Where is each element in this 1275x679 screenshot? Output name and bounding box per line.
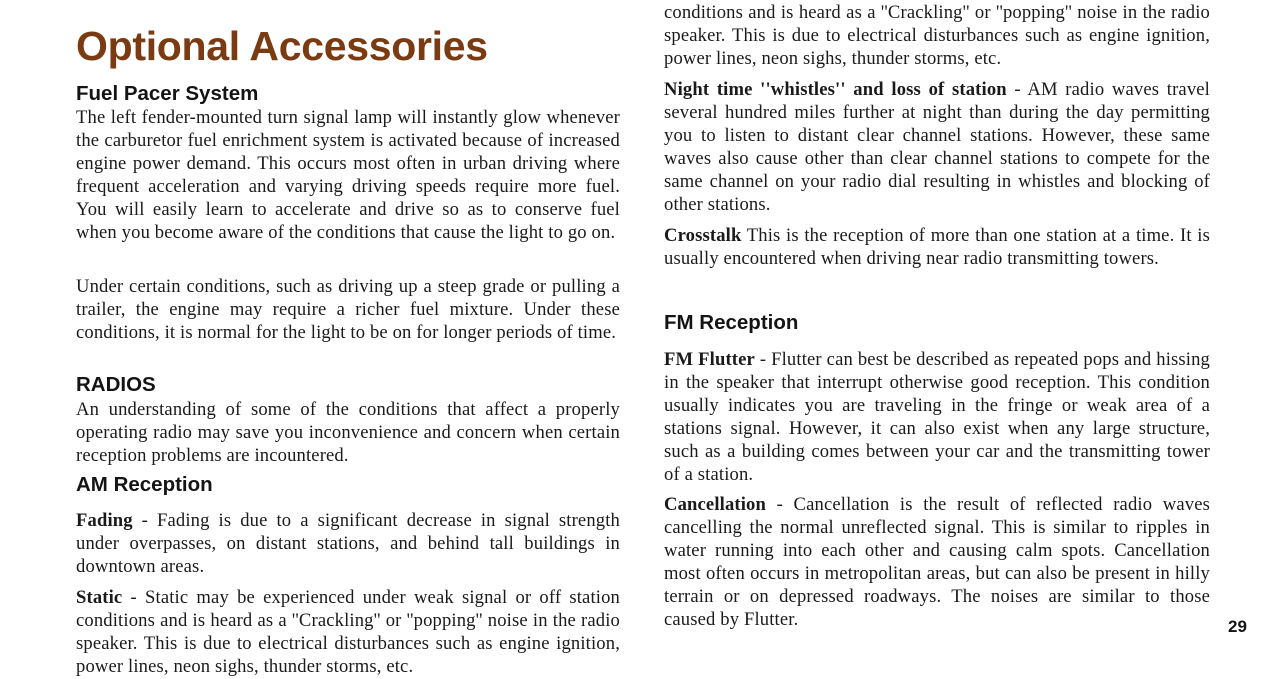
paragraph-static-continued — [664, 0, 1210, 71]
term-static: Static — [76, 587, 122, 608]
paragraph-radios: An understanding of some of the conditions that affect a properly operating radio may save you inconvenience and concern when certain reception problems are incountered. — [76, 399, 620, 468]
text-static-continued: conditions and is heard as a ''Crackling'' or ''popping'' noise in the radio speaker. This is due to electrical disturbances such as engine ignition, power lines, neon sighs, thunder storms, etc. — [664, 0, 1210, 69]
paragraph-night-time-whistles — [664, 79, 1210, 216]
term-crosstalk: Crosstalk — [664, 225, 741, 246]
heading-fm-reception: FM Reception — [664, 311, 798, 335]
text-fm-flutter: - Flutter can best be described as repeated pops and hissing in the speaker that interrupt otherwise good reception. This condition usually indicates you are traveling in the fringe or weak area of a stations signal. However, it can also exist when any large structure, such as a building comes between your car and the transmitting tower of a station. — [664, 349, 1210, 485]
heading-am-reception: AM Reception — [76, 473, 213, 497]
paragraph-fading — [76, 510, 620, 579]
text-night-time-whistles: - AM radio waves travel several hundred miles further at night than during the day permitting you to listen to distant clear channel stations. However, these same waves also cause other than clear channel stations to compete for the same channel on your radio dial resulting in whistles and blocking of other stations. — [664, 79, 1210, 215]
term-fm-flutter: FM Flutter — [664, 349, 755, 370]
heading-radios: RADIOS — [76, 373, 156, 397]
paragraph-static-start — [76, 587, 620, 633]
page-title: Optional Accessories — [76, 22, 488, 70]
term-cancellation: Cancellation — [664, 494, 766, 515]
heading-fuel-pacer-system: Fuel Pacer System — [76, 82, 258, 106]
static-continued-window — [664, 25, 1210, 71]
term-fading: Fading — [76, 510, 133, 531]
text-fading: - Fading is due to a significant decrease in signal strength under overpasses, on distant stations, and behind tall buildings in downtown areas. — [76, 510, 620, 577]
text-static: - Static may be experienced under weak signal or off station conditions and is heard as a ''Crackling'' or ''popping'' noise in the radio speaker. This is due to electrical disturbances such as engine ignition, power lines, neon sighs, thunder storms, etc. — [76, 587, 620, 677]
paragraph-cancellation — [664, 494, 1210, 631]
paragraph-crosstalk — [664, 225, 1210, 271]
term-night-time-whistles: Night time ''whistles'' and loss of station — [664, 79, 1007, 100]
text-crosstalk: This is the reception of more than one station at a time. It is usually encountered when driving near radio transmitting towers. — [664, 225, 1210, 269]
paragraph-fuel-pacer-1: The left fender-mounted turn signal lamp will instantly glow whenever the carburetor fuel enrichment system is activated because of increased engine power demand. This occurs most often in urban driving where frequent acceleration and varying driving speeds require more fuel. You will easily learn to accelerate and drive so as to conserve fuel when you become aware of the conditions that cause the light to go on. — [76, 107, 620, 244]
paragraph-fuel-pacer-2: Under certain conditions, such as driving up a steep grade or pulling a trailer, the engine may require a richer fuel mixture. Under these conditions, it is normal for the light to be on for longer periods of time. — [76, 276, 620, 345]
text-cancellation: - Cancellation is the result of reflected radio waves cancelling the normal unreflected signal. This is similar to ripples in water running into each other and causing calm spots. Cancellation most often occurs in metropolitan areas, but can also be present in hilly terrain or on depressed roadways. The noises are similar to those caused by Flutter. — [664, 494, 1210, 630]
page-number: 29 — [1228, 617, 1247, 637]
paragraph-fm-flutter — [664, 349, 1210, 486]
